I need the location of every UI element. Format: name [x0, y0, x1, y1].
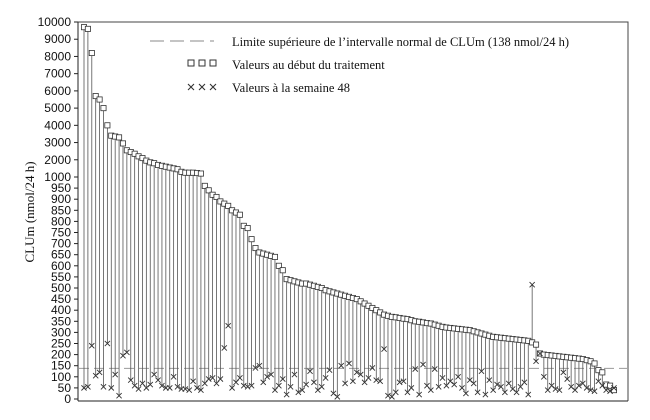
y-tick-label: 6000: [44, 83, 71, 98]
legend-x-marker: [210, 84, 216, 90]
baseline-point: [105, 123, 110, 128]
legend-baseline-label: Valeurs au début du traitement: [232, 58, 385, 72]
y-tick-label: 1000: [44, 170, 71, 184]
baseline-point: [600, 370, 605, 375]
baseline-point: [245, 225, 250, 230]
y-tick-label: 450: [50, 292, 71, 307]
legend-week48-swatch: [188, 84, 216, 90]
baseline-point: [272, 254, 277, 259]
y-tick-label: 350: [50, 314, 71, 329]
baseline-point: [116, 135, 121, 140]
y-tick-label: 8000: [44, 49, 71, 64]
baseline-point: [85, 26, 90, 31]
baseline-point: [249, 237, 254, 242]
y-tick-label: 2000: [44, 152, 71, 167]
legend-week48-label: Valeurs à la semaine 48: [232, 81, 351, 95]
legend-x-marker: [199, 84, 205, 90]
y-tick-label: 7000: [44, 66, 71, 81]
y-tick-label: 750: [50, 225, 71, 240]
legend-x-marker: [188, 84, 194, 90]
baseline-point: [533, 342, 538, 347]
baseline-point: [101, 106, 106, 111]
y-tick-label: 150: [50, 358, 71, 373]
y-tick-label: 0: [64, 392, 71, 406]
y-tick-label: 9000: [44, 32, 71, 47]
baseline-point: [592, 361, 597, 366]
legend-square-marker: [188, 60, 194, 66]
y-tick-label: 800: [50, 214, 71, 229]
y-tick-label: 650: [50, 247, 71, 262]
y-tick-label: 950: [50, 181, 71, 196]
y-tick-label: 250: [50, 336, 71, 351]
legend: [150, 35, 569, 95]
y-tick-label: 300: [50, 325, 71, 340]
legend-baseline-swatch: [188, 60, 216, 66]
y-tick-label: 50: [57, 380, 71, 395]
y-tick-label: 600: [50, 258, 71, 273]
baseline-point: [89, 50, 94, 55]
y-tick-label: 200: [50, 347, 71, 362]
baseline-point: [280, 268, 285, 273]
baseline-point: [237, 212, 242, 217]
legend-square-marker: [210, 60, 216, 66]
y-axis-label: CLUm (nmol/24 h): [22, 161, 37, 263]
legend-reference-line-label: Limite supérieure de l’intervalle normal de CLUm (138 nmol/24 h): [232, 35, 570, 49]
y-tick-label: 550: [50, 269, 71, 284]
y-tick-label: 100: [50, 369, 71, 384]
legend-square-marker: [199, 60, 205, 66]
baseline-point: [97, 97, 102, 102]
y-tick-label: 3000: [44, 135, 71, 150]
y-axis-ticks: [38, 15, 78, 406]
y-tick-label: 700: [50, 236, 71, 251]
y-tick-label: 900: [50, 192, 71, 207]
y-tick-label: 400: [50, 303, 71, 318]
baseline-point: [198, 171, 203, 176]
baseline-point: [120, 141, 125, 146]
y-tick-label: 5000: [44, 101, 71, 116]
y-tick-label: 10000: [37, 15, 71, 29]
y-tick-label: 850: [50, 203, 71, 218]
y-tick-label: 500: [50, 281, 71, 295]
y-tick-label: 4000: [44, 118, 71, 133]
